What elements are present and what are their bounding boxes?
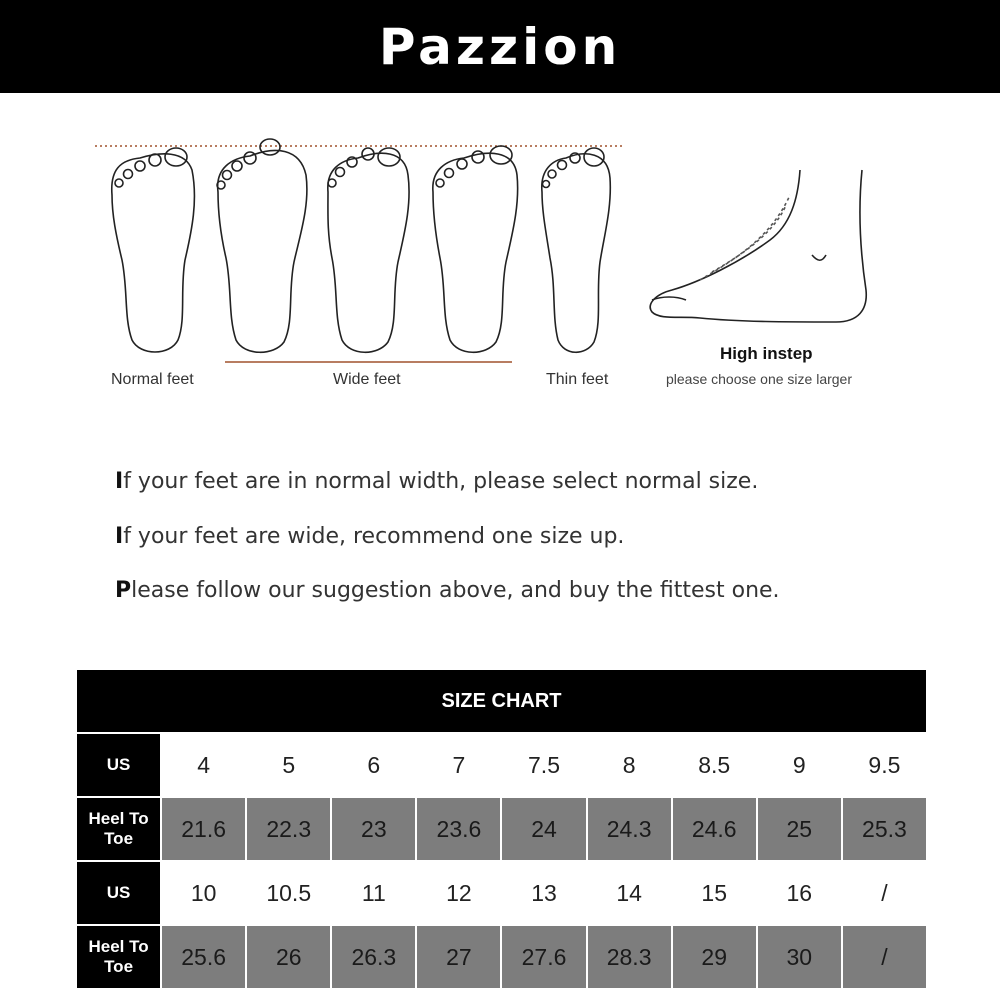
size-chart-row [76, 925, 927, 989]
size-chart-cell: 12 [416, 861, 501, 925]
thin-feet-label: Thin feet [546, 371, 609, 388]
size-chart-cell: / [842, 861, 927, 925]
advice-initial: I [115, 523, 124, 549]
normal-feet-label: Normal feet [111, 371, 194, 388]
size-chart-cell: 25.3 [842, 797, 927, 861]
size-chart-cell: 10 [161, 861, 246, 925]
advice-initial: I [115, 469, 124, 494]
size-chart-cell: 11 [331, 861, 416, 925]
size-chart-cell: 25.6 [161, 925, 246, 989]
size-chart-cell: 28.3 [587, 925, 672, 989]
size-chart-cell: 26 [246, 925, 331, 989]
size-chart-title: SIZE CHART [76, 669, 927, 733]
size-chart-cell: 4 [161, 733, 246, 797]
normal-foot-icon [112, 148, 195, 352]
size-chart-cell: 13 [501, 861, 586, 925]
high-instep-note: please choose one size larger [666, 371, 853, 387]
size-chart-cell: 24 [501, 797, 586, 861]
high-instep-foot-icon [650, 170, 866, 322]
brand-logo: Pazzion [378, 17, 622, 76]
size-chart-cell: 24.3 [587, 797, 672, 861]
wide-foot-icon [328, 148, 409, 352]
foot-illustrations [0, 120, 1000, 370]
size-chart-cell: 29 [672, 925, 757, 989]
wide-feet-label: Wide feet [333, 371, 401, 388]
size-chart-row-label: US [76, 733, 161, 797]
size-chart-cell: 25 [757, 797, 842, 861]
size-chart-cell: 27.6 [501, 925, 586, 989]
size-chart-cell: 26.3 [331, 925, 416, 989]
size-chart-row-label: US [76, 861, 161, 925]
advice-initial: P [115, 578, 132, 603]
size-chart-row [76, 861, 927, 925]
size-chart-cell: 5 [246, 733, 331, 797]
size-chart-cell: 27 [416, 925, 501, 989]
advice-line [115, 462, 935, 517]
size-chart-cell: 22.3 [246, 797, 331, 861]
wide-foot-icon [217, 139, 307, 352]
size-chart-row-label: Heel To Toe [76, 925, 161, 989]
size-chart-cell: 21.6 [161, 797, 246, 861]
advice-text: f your feet are in normal width, please select normal size. [123, 469, 759, 494]
size-chart-cell: 10.5 [246, 861, 331, 925]
size-chart-cell: 8.5 [672, 733, 757, 797]
size-chart-table [75, 668, 928, 990]
size-chart-cell: 6 [331, 733, 416, 797]
size-chart-cell: 23 [331, 797, 416, 861]
size-chart-cell: 7.5 [501, 733, 586, 797]
advice-text: lease follow our suggestion above, and buy the fittest one. [131, 578, 780, 603]
size-chart-row [76, 797, 927, 861]
advice-line [115, 571, 935, 626]
size-chart-row [76, 733, 927, 797]
size-chart-cell: 9.5 [842, 733, 927, 797]
size-chart-cell: 23.6 [416, 797, 501, 861]
size-chart-cell: 16 [757, 861, 842, 925]
brand-header [0, 0, 1000, 93]
size-chart-cell: / [842, 925, 927, 989]
size-chart-row-label: Heel To Toe [76, 797, 161, 861]
size-chart-cell: 8 [587, 733, 672, 797]
advice-text: f your feet are wide, recommend one size up. [123, 523, 625, 549]
size-chart-cell: 14 [587, 861, 672, 925]
high-instep-title: High instep [720, 344, 813, 363]
size-chart-cell: 9 [757, 733, 842, 797]
thin-foot-icon [542, 148, 611, 352]
fit-advice [115, 462, 935, 626]
size-chart-cell: 24.6 [672, 797, 757, 861]
size-chart-cell: 7 [416, 733, 501, 797]
advice-line [115, 517, 935, 572]
size-chart-cell: 15 [672, 861, 757, 925]
wide-foot-icon [433, 146, 518, 352]
size-chart-cell: 30 [757, 925, 842, 989]
